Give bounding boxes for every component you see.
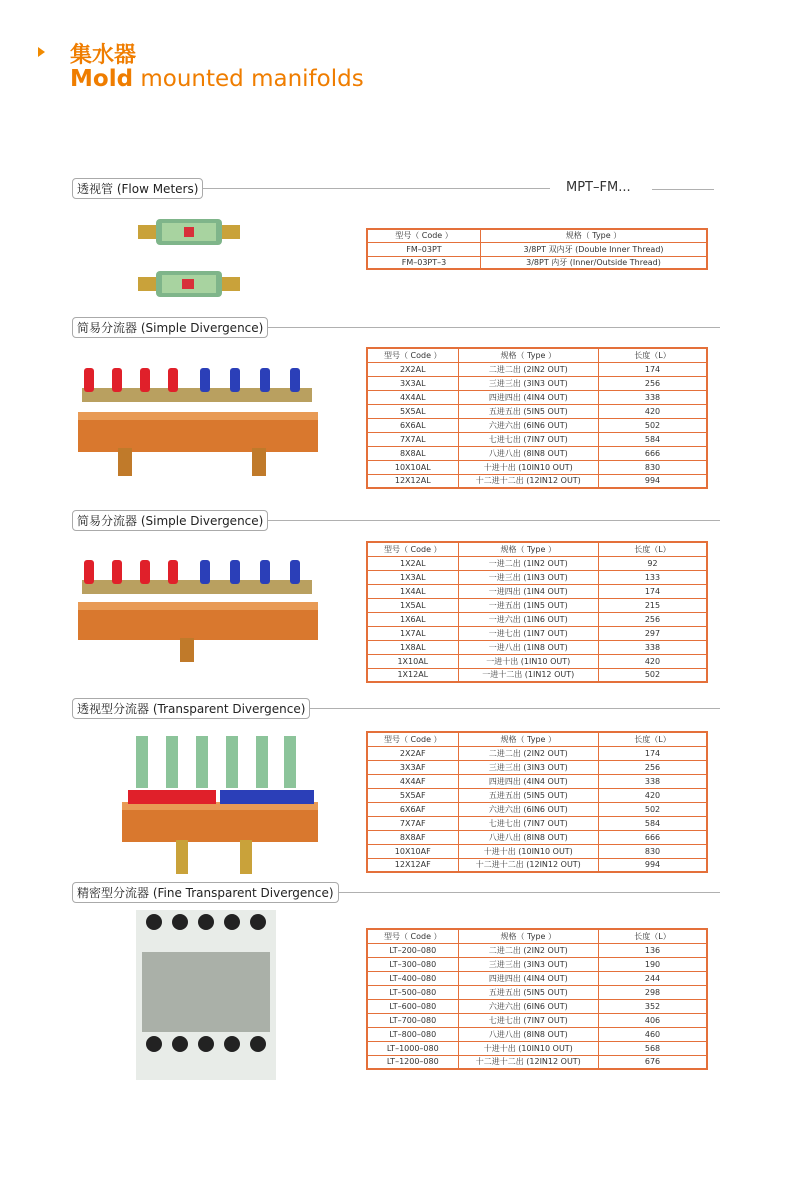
cell-type: 一进七出 (1IN7 OUT): [458, 626, 598, 640]
col-header-length: 长度（L）: [599, 348, 707, 362]
cell-code: LT–1000–080: [367, 1041, 458, 1055]
cell-type: 一进十出 (1IN10 OUT): [458, 654, 598, 668]
cell-code: 12X12AL: [367, 474, 458, 488]
cell-length: 420: [598, 654, 707, 668]
table-row: [367, 598, 707, 612]
cell-code: LT–600–080: [367, 999, 458, 1013]
table-row: [367, 999, 707, 1013]
table-row: [367, 957, 707, 971]
table-row: [367, 460, 707, 474]
table-row: [367, 1027, 707, 1041]
flow-meter-2: [138, 271, 240, 297]
col-header-type: 规格（ Type ）: [458, 929, 598, 943]
table-row: [367, 1013, 707, 1027]
bullet-arrow-icon: [38, 47, 45, 57]
cell-length: 190: [599, 957, 707, 971]
cell-code: 5X5AL: [367, 404, 458, 418]
table-header-row: [367, 542, 707, 556]
cell-code: 2X2AF: [367, 746, 458, 760]
cell-type: 一进八出 (1IN8 OUT): [458, 640, 598, 654]
cell-length: 256: [599, 376, 707, 390]
cell-length: 338: [598, 640, 707, 654]
table-row: [367, 816, 707, 830]
cell-length: 136: [599, 943, 707, 957]
table-row: [367, 668, 707, 682]
cell-type: 七进七出 (7IN7 OUT): [458, 1013, 598, 1027]
col-header-type: 规格（ Type ）: [458, 732, 598, 746]
cell-type: 3/8PT 双内牙 (Double Inner Thread): [481, 242, 708, 256]
cell-type: 六进六出 (6IN6 OUT): [458, 802, 598, 816]
table-header-row: [367, 229, 707, 242]
table-row: [367, 654, 707, 668]
table-row: [367, 1055, 707, 1069]
cell-length: 297: [598, 626, 707, 640]
manifold-image-fine-transparent: [134, 908, 280, 1084]
cell-length: 994: [644, 860, 661, 870]
cell-type: 十进十出 (10IN10 OUT): [458, 1041, 598, 1055]
cell-code: 6X6AF: [367, 802, 458, 816]
cell-length: 666: [599, 446, 707, 460]
cell-type: 三进三出 (3IN3 OUT): [458, 760, 598, 774]
cell-type: 四进四出 (4IN4 OUT): [458, 971, 598, 985]
section-label: 简易分流器 (Simple Divergence): [72, 317, 268, 338]
code-divider: [652, 189, 714, 190]
table-header-row: [367, 929, 707, 943]
cell-length: 256: [599, 760, 707, 774]
manifold-image-simple-2x: [76, 362, 322, 482]
section-label: 简易分流器 (Simple Divergence): [72, 510, 268, 531]
cell-code: 1X5AL: [367, 598, 458, 612]
cell-type: 八进八出 (8IN8 OUT): [458, 446, 598, 460]
cell-length: 92: [598, 556, 707, 570]
cell-code: LT–300–080: [367, 957, 458, 971]
table-row: [367, 774, 707, 788]
cell-length: 584: [599, 432, 707, 446]
manifold-image-transparent: [120, 730, 320, 878]
table-row: [367, 362, 707, 376]
cell-length: 420: [599, 788, 707, 802]
code-tag: MPT–FM...: [566, 180, 631, 195]
cell-type: 一进三出 (1IN3 OUT): [458, 570, 598, 584]
col-header-length: 长度（L）: [599, 732, 707, 746]
cell-length: 244: [599, 971, 707, 985]
cell-length: 568: [599, 1041, 707, 1055]
table-row: [367, 788, 707, 802]
cell-length: 133: [598, 570, 707, 584]
cell-code: 4X4AF: [367, 774, 458, 788]
cell-code: LT–700–080: [367, 1013, 458, 1027]
cell-type: 三进三出 (3IN3 OUT): [458, 957, 598, 971]
cell-code: 1X4AL: [367, 584, 458, 598]
table-row: [367, 556, 707, 570]
cell-code: 8X8AF: [367, 830, 458, 844]
table-row: [367, 760, 707, 774]
cell-length: 406: [599, 1013, 707, 1027]
cell-code: FM–03PT–3: [367, 256, 481, 269]
cell-code: 6X6AL: [367, 418, 458, 432]
table-row: [367, 802, 707, 816]
cell-length: 174: [598, 584, 707, 598]
cell-type: 二进二出 (2IN2 OUT): [458, 362, 598, 376]
section-divider: [339, 892, 720, 893]
page-title-en: [70, 66, 364, 92]
table-row: [367, 830, 707, 844]
section-header-simple-divergence: [72, 315, 720, 339]
section-divider: [310, 708, 720, 709]
cell-length: 584: [599, 816, 707, 830]
cell-length: 676: [644, 1057, 661, 1067]
table-row: [367, 971, 707, 985]
cell-type: 四进四出 (4IN4 OUT): [458, 390, 598, 404]
cell-type: 十进十出 (10IN10 OUT): [458, 460, 598, 474]
col-header-type: 规格（ Type ）: [458, 542, 598, 556]
cell-type: 六进六出 (6IN6 OUT): [458, 418, 598, 432]
cell-code: 1X6AL: [367, 612, 458, 626]
table-row: [367, 584, 707, 598]
table-row: [367, 844, 707, 858]
table-row: [367, 242, 707, 256]
valve-row: [82, 368, 312, 402]
section-label: 透视管 (Flow Meters): [72, 178, 203, 199]
section-header-transparent-divergence: [72, 696, 720, 720]
cell-code: 12X12AF: [367, 858, 458, 872]
manifold-image-simple-1x: [76, 554, 322, 666]
valve-row: [82, 560, 312, 594]
col-header-code: 型号（ Code ）: [367, 229, 481, 242]
cell-length: 256: [598, 612, 707, 626]
cell-type: 八进八出 (8IN8 OUT): [458, 1027, 598, 1041]
table-row: [367, 943, 707, 957]
cell-type: 三进三出 (3IN3 OUT): [458, 376, 598, 390]
cell-code: 7X7AF: [367, 816, 458, 830]
col-header-type: 规格（ Type ）: [481, 229, 708, 242]
cell-type: 十二进十二出 (12IN12 OUT): [458, 474, 598, 488]
cell-code: 5X5AF: [367, 788, 458, 802]
cell-length: 352: [599, 999, 707, 1013]
section-label: 透视型分流器 (Transparent Divergence): [72, 698, 310, 719]
cell-code: 3X3AF: [367, 760, 458, 774]
cell-length: 174: [599, 362, 707, 376]
table-header-row: [367, 732, 707, 746]
cell-code: 7X7AL: [367, 432, 458, 446]
section-divider: [268, 327, 720, 328]
cell-length: 666: [599, 830, 707, 844]
cell-code: 1X8AL: [367, 640, 458, 654]
table-row: [367, 418, 707, 432]
cell-code: 10X10AL: [367, 460, 458, 474]
cell-length: 994: [644, 476, 661, 486]
cell-length: 420: [599, 404, 707, 418]
section-header-flow-meters: [72, 176, 222, 200]
col-header-length: 长度（L）: [598, 542, 707, 556]
cell-type: 八进八出 (8IN8 OUT): [458, 830, 598, 844]
cell-length: 502: [599, 418, 707, 432]
cell-length: 338: [599, 774, 707, 788]
flow-meter-row: [136, 736, 296, 788]
table-row: [367, 256, 707, 269]
page-title-en-rest: mounted manifolds: [133, 66, 364, 92]
col-header-code: 型号（ Code ）: [367, 732, 458, 746]
table-row: [367, 626, 707, 640]
cell-type: 七进七出 (7IN7 OUT): [458, 816, 598, 830]
cell-length: 830: [599, 460, 707, 474]
cell-type: 二进二出 (2IN2 OUT): [458, 746, 598, 760]
table-row: [367, 612, 707, 626]
col-header-code: 型号（ Code ）: [367, 929, 458, 943]
spec-table-simple-divergence-single: [366, 541, 708, 683]
section-divider: [268, 520, 720, 521]
spec-table-fine-transparent-divergence: [366, 928, 708, 1070]
cell-type: 五进五出 (5IN5 OUT): [458, 985, 598, 999]
col-header-length: 长度（L）: [599, 929, 707, 943]
cell-type: 五进五出 (5IN5 OUT): [458, 404, 598, 418]
cell-code: LT–200–080: [367, 943, 458, 957]
cell-code: FM–03PT: [367, 242, 481, 256]
page-title-en-bold: Mold: [70, 66, 134, 92]
cell-code: 4X4AL: [367, 390, 458, 404]
table-row: [367, 446, 707, 460]
cell-code: 8X8AL: [367, 446, 458, 460]
cell-length: 830: [599, 844, 707, 858]
table-header-row: [367, 348, 707, 362]
table-row: [367, 404, 707, 418]
cell-type: 3/8PT 内牙 (Inner/Outside Thread): [526, 257, 661, 267]
spec-table-transparent-divergence: [366, 731, 708, 873]
cell-code: LT–800–080: [367, 1027, 458, 1041]
cell-code: 1X7AL: [367, 626, 458, 640]
table-row: [367, 1041, 707, 1055]
cell-type: 一进四出 (1IN4 OUT): [458, 584, 598, 598]
cell-code: LT–400–080: [367, 971, 458, 985]
cell-type: 五进五出 (5IN5 OUT): [458, 788, 598, 802]
table-row: [367, 746, 707, 760]
cell-type: 一进六出 (1IN6 OUT): [458, 612, 598, 626]
section-divider: [210, 188, 550, 189]
cell-type: 一进十二出 (1IN12 OUT): [458, 668, 598, 682]
cell-code: LT–500–080: [367, 985, 458, 999]
section-label: 精密型分流器 (Fine Transparent Divergence): [72, 882, 339, 903]
spec-table-simple-divergence: [366, 347, 708, 489]
table-row: [367, 985, 707, 999]
flow-meter-1: [138, 219, 240, 245]
cell-type: 二进二出 (2IN2 OUT): [458, 943, 598, 957]
cell-code: 1X10AL: [367, 654, 458, 668]
cell-type: 一进二出 (1IN2 OUT): [458, 556, 598, 570]
table-row: [367, 376, 707, 390]
table-row: [367, 390, 707, 404]
cell-type: 十二进十二出 (12IN12 OUT): [458, 1055, 598, 1069]
spec-table-flow-meters: [366, 228, 708, 270]
table-row: [367, 640, 707, 654]
cell-length: 460: [599, 1027, 707, 1041]
table-row: [367, 858, 707, 872]
section-header-fine-transparent-divergence: [72, 880, 720, 904]
col-header-code: 型号（ Code ）: [367, 542, 458, 556]
col-header-code: 型号（ Code ）: [367, 348, 458, 362]
cell-code: 10X10AF: [367, 844, 458, 858]
cell-code: LT–1200–080: [367, 1055, 458, 1069]
cell-code: 1X2AL: [367, 556, 458, 570]
section-header-simple-divergence-single: [72, 508, 720, 532]
cell-type: 一进五出 (1IN5 OUT): [458, 598, 598, 612]
page-title-cn: 集水器: [70, 43, 137, 68]
cell-code: 2X2AL: [367, 362, 458, 376]
cell-type: 十进十出 (10IN10 OUT): [458, 844, 598, 858]
cell-code: 1X3AL: [367, 570, 458, 584]
cell-type: 十二进十二出 (12IN12 OUT): [458, 858, 598, 872]
cell-type: 六进六出 (6IN6 OUT): [458, 999, 598, 1013]
cell-length: 298: [599, 985, 707, 999]
cell-code: 1X12AL: [367, 668, 458, 682]
cell-code: 3X3AL: [367, 376, 458, 390]
cell-type: 四进四出 (4IN4 OUT): [458, 774, 598, 788]
table-row: [367, 432, 707, 446]
table-row: [367, 474, 707, 488]
table-row: [367, 570, 707, 584]
cell-length: 338: [599, 390, 707, 404]
cell-length: 502: [599, 802, 707, 816]
cell-length: 215: [598, 598, 707, 612]
cell-length: 502: [644, 670, 661, 680]
col-header-type: 规格（ Type ）: [458, 348, 598, 362]
cell-length: 174: [599, 746, 707, 760]
flow-meter-image: [134, 215, 246, 305]
cell-type: 七进七出 (7IN7 OUT): [458, 432, 598, 446]
